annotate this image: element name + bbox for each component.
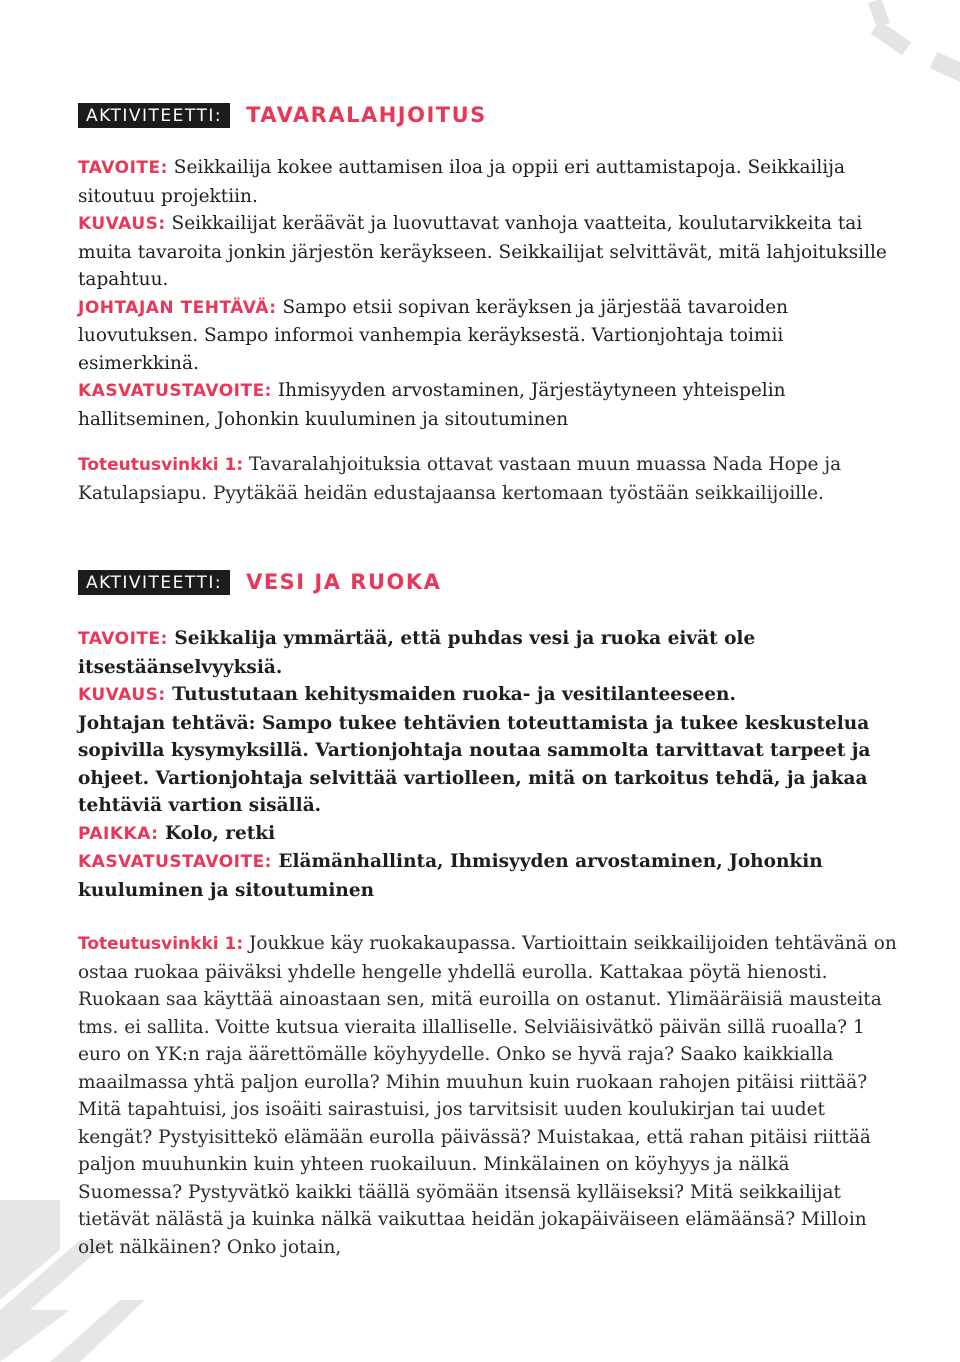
kuvaus-label: KUVAUS: (78, 685, 166, 705)
activity-tag: AKTIVITEETTI: (78, 103, 230, 128)
tavoite-label: TAVOITE: (78, 629, 168, 649)
vinkki-label: Toteutusvinkki 1: (78, 934, 244, 954)
top-right-dashes (868, 0, 960, 82)
vinkki-text: Tavaralahjoituksia ottavat vastaan muun muassa Nada Hope ja Katulapsiapu. Pyytäkää heidän edustajaansa kertomaan työstään seikkailijoille. (78, 454, 842, 504)
vinkki-paragraph (78, 451, 898, 507)
activity-vesi-ja-ruoka (78, 567, 898, 1261)
paikka-text: Kolo, retki (158, 822, 276, 844)
vinkki-text: Joukkue käy ruokakaupassa. Vartioittain seikkailijoiden tehtävänä on ostaa ruokaa päiväksi yhdelle hengelle yhdellä eurolla. Kattakaa pöytä hienosti. Ruokaan saa käyttää ainoastaan sen, mitä euroilla on ostanut. Ylimääräisiä mausteita tms. ei sallita. Voitte kutsua vieraita illalliselle. Selviäisivätkö päivän sillä ruoalla? 1 euro on YK:n raja äärettömälle köyhyydelle. Onko se hyvä raja? Saako kaikkialla maailmassa yhtä paljon eurolla? Mihin muuhun kuin ruokaan rahojen pitäisi riittää? Mitä tapahtuisi, jos isoäiti sairastuisi, jos tarvitsisit uuden koulukirjan tai uudet kengät? Pystyisittekö elämään eurolla päivässä? Muistakaa, että rahan pitäisi riittää paljon muuhunkin kuin yhteen ruokailuun. Minkälainen on köyhyys ja nälkä Suomessa? Pystyvätkö kaikki täällä syömään itsensä kylläiseksi? Mitä seikkailijat tietävät nälästä ja kuinka nälkä vaikuttaa heidän jokapäiväiseen elämäänsä? Milloin olet nälkäinen? Onko jotain, (78, 933, 897, 1258)
tavoite-paragraph (78, 625, 898, 681)
paikka-paragraph (78, 820, 898, 849)
kasvatus-label: KASVATUSTAVOITE: (78, 852, 272, 872)
paikka-label: PAIKKA: (78, 823, 159, 844)
tavoite-text: Seikkalija ymmärtää, että puhdas vesi ja ruoka eivät ole itsestäänselvyyksiä. (78, 628, 756, 678)
activity-tag: AKTIVITEETTI: (78, 570, 230, 595)
kasvatus-label: KASVATUSTAVOITE: (78, 381, 272, 401)
kasvatus-paragraph (78, 848, 898, 904)
johtajan-paragraph (78, 294, 898, 378)
kuvaus-label: KUVAUS: (78, 214, 166, 234)
tavoite-label: TAVOITE: (78, 158, 168, 178)
activity-header (78, 100, 898, 130)
kasvatus-text: Ihmisyyden arvostaminen, Järjestäytyneen yhteispelin hallitseminen, Johonkin kuuluminen ja sitoutuminen (78, 380, 786, 430)
tavoite-paragraph (78, 154, 898, 210)
tavoite-text: Seikkailija kokee auttamisen iloa ja oppii eri auttamistapoja. Seikkailija sitoutuu projektiin. (78, 157, 845, 207)
activity-header (78, 567, 898, 597)
kuvaus-paragraph (78, 210, 898, 294)
activity-tavaralahjoitus (78, 100, 898, 507)
kuvaus-text: Seikkailijat keräävät ja luovuttavat vanhoja vaatteita, koulutarvikkeita tai muita tavaroita jonkin järjestön keräykseen. Seikkailijat selvittävät, mitä lahjoituksille tapahtuu. (78, 213, 887, 290)
vinkki-paragraph (78, 930, 898, 1261)
johtajan-text: Sampo etsii sopivan keräyksen ja järjestää tavaroiden luovutuksen. Sampo informoi vanhempia keräyksestä. Vartionjohtaja toimii esimerkkinä. (78, 296, 789, 374)
vinkki-label: Toteutusvinkki 1: (78, 455, 244, 475)
activity-title: VESI JA RUOKA (246, 570, 442, 594)
kuvaus-text: Tutustutaan kehitysmaiden ruoka- ja vesitilanteeseen. (165, 684, 736, 705)
johtajan-paragraph: Johtajan tehtävä: Sampo tukee tehtävien toteuttamista ja tukee keskustelua sopivilla kysymyksillä. Vartionjohtaja noutaa sammolta tarvittavat tarpeet ja ohjeet. Vartionjohtaja selvittää vartiolleen, mitä on tarkoitus tehdä, ja jakaa tehtäviä vartion sisällä. (78, 712, 871, 816)
kasvatus-text: Elämänhallinta, Ihmisyyden arvostaminen, Johonkin kuuluminen ja sitoutuminen (78, 851, 823, 901)
kasvatus-paragraph (78, 377, 898, 433)
activity-title: TAVARALAHJOITUS (246, 103, 487, 127)
kuvaus-paragraph (78, 681, 898, 710)
johtajan-label: JOHTAJAN TEHTÄVÄ: (78, 297, 277, 318)
